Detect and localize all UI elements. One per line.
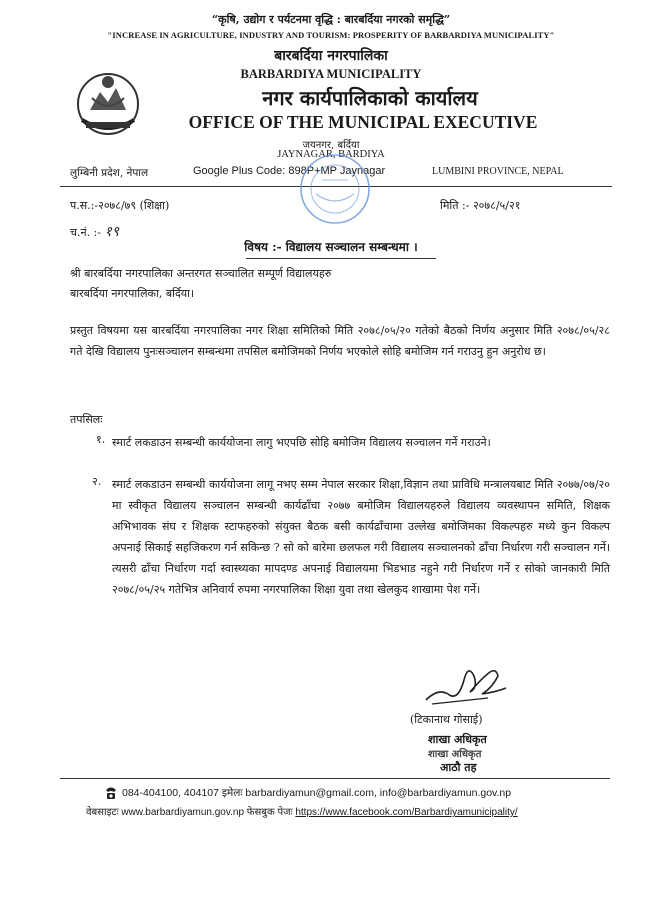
province-english: LUMBINI PROVINCE, NEPAL: [432, 166, 564, 177]
location-english: JAYNAGAR, BARDIYA: [277, 149, 385, 160]
list-item-number: १.: [96, 433, 106, 446]
office-name-nepali: नगर कार्यपालिकाको कार्यालय: [262, 86, 478, 110]
signatory-level: आठौ तह: [440, 761, 477, 774]
signatory-title-stamp: शाखा अधिकृत: [428, 749, 482, 760]
list-item: स्मार्ट लकडाउन सम्बन्धी कार्ययोजना लागु भएपछि सोहि बमोजिम विद्यालय सञ्चालन गर्ने गराउने।: [112, 436, 491, 449]
phone-icon: [104, 786, 118, 800]
footer-contact: 084-404100, 404107 इमेलः barbardiyamun@gmail.com, info@barbardiyamun.gov.np: [122, 787, 512, 799]
subject-underline: [246, 258, 436, 259]
footer-web: [86, 804, 518, 818]
office-name-english: OFFICE OF THE MUNICIPAL EXECUTIVE: [188, 112, 538, 132]
handwritten-signature-icon: [418, 658, 510, 708]
google-plus-code: Google Plus Code: 898P+MP Jaynagar: [193, 165, 386, 177]
signatory-title: शाखा अधिकृत: [428, 733, 487, 746]
recipient-line-1: श्री बारबर्दिया नगरपालिका अन्तरगत सञ्चालित सम्पूर्ण विद्यालयहरु: [70, 267, 332, 280]
recipient-line-2: बारबर्दिया नगरपालिका, बर्दिया।: [70, 287, 195, 300]
location-nepali: जयनगर, बर्दिया: [302, 140, 360, 151]
municipality-name-english: BARBARDIYA MUNICIPALITY: [240, 67, 422, 81]
facebook-link[interactable]: https://www.facebook.com/Barbardiyamunicipality/: [295, 807, 518, 818]
details-heading: तपसिलः: [70, 413, 103, 426]
municipality-name-nepali: बारबर्दिया नगरपालिका: [274, 48, 388, 64]
dispatch-value: १९: [104, 224, 120, 240]
reference-number: प.स.:-२०७८/७९ (शिक्षा): [70, 199, 170, 212]
dispatch-label: च.नं. :-: [70, 226, 102, 239]
office-stamp-icon: [296, 150, 374, 228]
footer-divider: [60, 778, 610, 779]
signatory-name: (टिकानाथ गोसाई): [410, 713, 483, 726]
letter-date: मिति :- २०७८/५/२१: [440, 199, 521, 212]
list-item: स्मार्ट लकडाउन सम्बन्धी कार्ययोजना लागू नभए सम्म नेपाल सरकार शिक्षा,विज्ञान तथा प्राविधि मन्त्रालयबाट मिति २०७७/०७/२० मा स्वीकृत विद्यालय सञ्चालन सम्बन्धी कार्यढाँचा २०७७ बमोजिम विद्यालयहरुले विद्यालय व्यवस्थापन समिति, शिक्षक अभिभावक संघ र शिक्षक स्टाफहरुको संयुक्त बैठक बसी कार्यढाँचामा उल्लेख बमोजिमका विकल्पहरु मध्ये कुन विकल्प अपनाई सिकाई सहजिकरण गर्न सकिन्छ ? सो को बारेमा छलफल गरी विद्यालय सञ्चालनको ढाँचा निर्धारण गरी सञ्चालन गर्ने। त्यसरी ढाँचा निर्धारण गर्दा स्वास्थ्यका मापदण्ड अपनाई विद्यालयमा भिडभाड नहुने गरी निर्धारण गर्ने र सोको जानकारी मिति २०७८/०५/२५ गतेभित्र अनिवार्य रुपमा नगरपालिका शिक्षा युवा तथा खेलकुद शाखामा पेश गर्ने।: [112, 478, 610, 596]
slogan-english: "INCREASE IN AGRICULTURE, INDUSTRY AND TOURISM: PROSPERITY OF BARBARDIYA MUNICIPALITY": [107, 30, 555, 40]
list-item-number: २.: [92, 475, 102, 488]
province-nepali: लुम्बिनी प्रदेश, नेपाल: [70, 167, 149, 179]
website-label: वेबसाइटः www.barbardiyamun.gov.np फेसबुक पेजः: [86, 807, 293, 818]
slogan-nepali: “कृषि, उद्योग र पर्यटनमा वृद्धि : बारबर्दिया नगरको समृद्धि”: [211, 13, 451, 26]
body-paragraph: प्रस्तुत विषयमा यस बारबर्दिया नगरपालिका नगर शिक्षा समितिको मिति २०७८/०५/२० गतेको बैठको निर्णय अनुसार मिति २०७८/०५/२८ गते देखि विद्यालय पुनःसञ्चालन सम्बन्धमा तपसिल बमोजिमको निर्णय भएकोले सोहि बमोजिम गर्न गराउनु हुन अनुरोध छ।: [70, 324, 610, 358]
letter-subject: विषय :- विद्यालय सञ्चालन सम्बन्धमा ।: [244, 240, 418, 254]
